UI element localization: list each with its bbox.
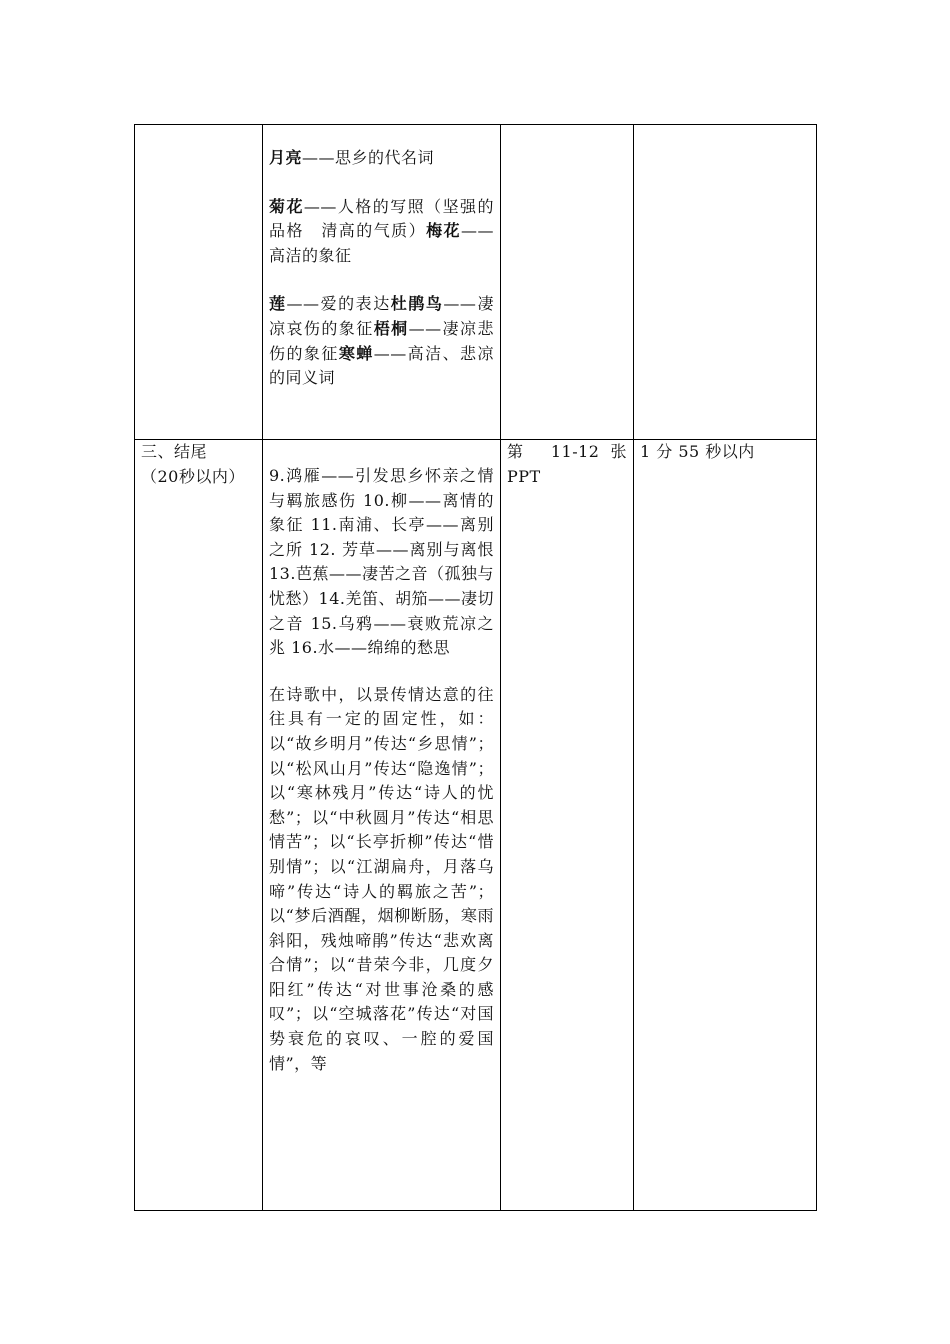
term-parasol: 梧桐	[373, 318, 409, 338]
table-row	[135, 125, 817, 440]
term-moon: 月亮	[269, 148, 303, 167]
ppt-cell: 第 11-12 张 PPT	[501, 440, 634, 1211]
imagery-explanation: 在诗歌中，以景传情达意的往往具有一定的固定性，如：以“故乡明月”传达“乡思情”；以“松风山月”传达“隐逸情”；以“寒林残月”传达“诗人的忧愁”；以“中秋圆月”传达“相思情苦”；以“长亭折柳”传达“惜别情”；以“江湖扁舟，月落乌啼”传达“诗人的羁旅之苦”；以“梦后酒醒，烟柳断肠，寒雨斜阳，残烛啼鹃”传达“悲欢离合情”；以“昔荣今非，几度夕阳红”传达“对世事沧桑的感叹”；以“空城落花”传达“对国势衰危的哀叹、一腔的爱国情”，等	[269, 684, 494, 1073]
imagery-chrysanthemum-plum: 菊花——人格的写照（坚强的品格 清高的气质）梅花——高洁的象征	[269, 196, 494, 265]
term-lotus: 莲	[269, 294, 287, 314]
content-cell	[263, 125, 501, 440]
term-cicada: 寒蝉	[338, 343, 374, 363]
imagery-list: 9.鸿雁——引发思乡怀亲之情与羁旅感伤 10.柳——离情的象征 11.南浦、长亭——离别之所 12. 芳草——离别与离恨 13.芭蕉——凄苦之音（孤独与忧愁）14.羌笛、胡笳——凄切之音 15.乌鸦——衰败荒凉之兆 16.水——绵绵的愁思	[269, 466, 494, 658]
ppt-cell	[501, 125, 634, 440]
term-cuckoo: 杜鹃鸟	[390, 294, 444, 314]
imagery-lotus-cuckoo: 莲——爱的表达杜鹃鸟——凄凉哀伤的象征梧桐——凄凉悲伤的象征寒蝉——高洁、悲凉的同义词	[269, 294, 494, 388]
stage-cell	[135, 440, 263, 1211]
term-plum: 梅花	[426, 221, 461, 241]
imagery-moon: 月亮——思乡的代名词	[269, 148, 435, 167]
table-row	[135, 440, 817, 1211]
term-chrysanthemum: 菊花	[269, 196, 304, 216]
stage-duration: （20秒以内）	[141, 466, 245, 486]
lesson-plan-table	[134, 124, 817, 1211]
stage-title: 三、结尾	[141, 442, 208, 461]
stage-cell	[135, 125, 263, 440]
time-cell: 1 分 55 秒以内	[634, 440, 817, 1211]
time-cell	[634, 125, 817, 440]
content-cell	[263, 440, 501, 1211]
